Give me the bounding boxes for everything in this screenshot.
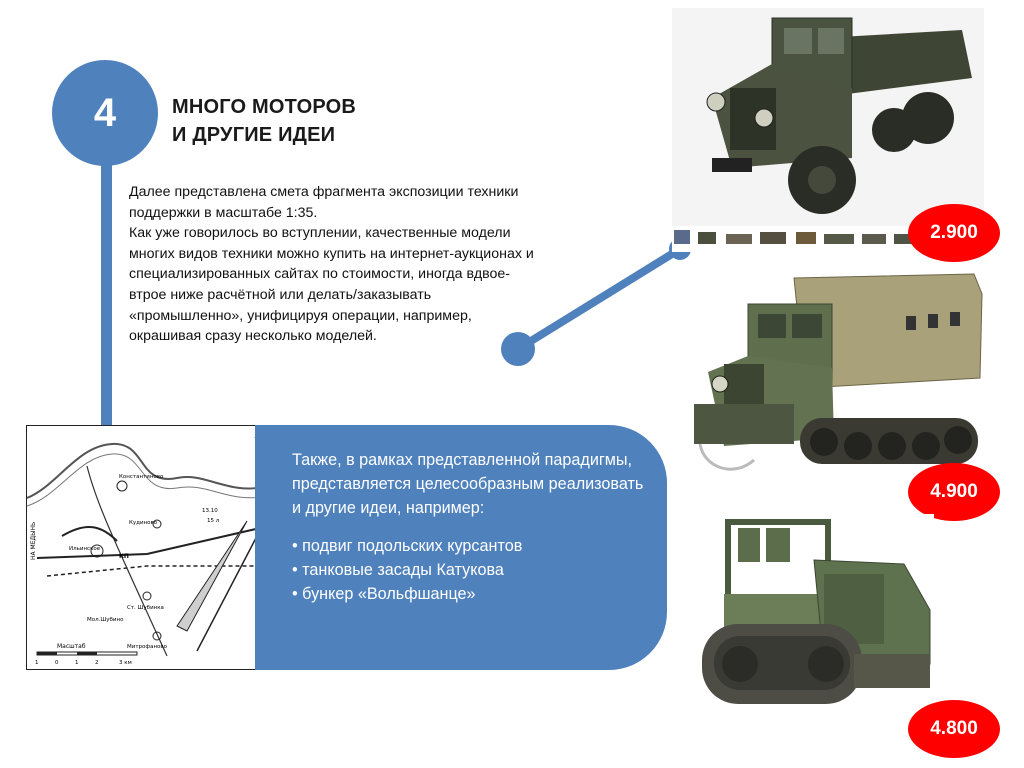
svg-text:1: 1 bbox=[75, 660, 79, 666]
svg-text:Кудиново: Кудиново bbox=[129, 520, 158, 526]
price-badge-covered-tractor: 4.900 bbox=[908, 463, 1000, 521]
open-tractor-photo bbox=[694, 514, 934, 720]
map-scale-title: Масштаб bbox=[57, 643, 86, 650]
intro-paragraph: Далее представлена смета фрагмента экспозиции техники поддержки в масштабе 1:35. Как уже говорилось во вступлении, качественные модели многих видов техники можно купить на интернет-аукционах и специализированных сайтах по стоимости, иногда вдвое- втрое ниже расчётной или делать/заказывать «промышленно», унифицируя операции, например, окрашивая сразу несколько моделей. bbox=[129, 184, 534, 345]
ideas-list bbox=[292, 534, 652, 606]
section-number-badge: 4 bbox=[52, 60, 158, 166]
map-label-medyn: НА МЕДЫНЬ bbox=[30, 521, 37, 560]
connector-start-dot bbox=[501, 332, 535, 366]
svg-text:КП: КП bbox=[119, 553, 129, 560]
price-badge-open-tractor: 4.800 bbox=[908, 700, 1000, 758]
svg-text:3 км: 3 км bbox=[119, 660, 132, 666]
svg-text:Ст. Шубинка: Ст. Шубинка bbox=[127, 605, 164, 611]
open-tractor-illustration bbox=[694, 514, 934, 720]
svg-text:15 л: 15 л bbox=[207, 518, 220, 524]
ideas-list-item: • танковые засады Катукова bbox=[292, 561, 504, 579]
svg-text:2: 2 bbox=[95, 660, 99, 666]
svg-text:Мол.Шубино: Мол.Шубино bbox=[87, 617, 124, 623]
svg-text:0: 0 bbox=[55, 660, 59, 666]
price-badge-truck: 2.900 bbox=[908, 204, 1000, 262]
ideas-intro: Также, в рамках представленной парадигмы, представляется целесообразным реализовать и другие идеи, например: bbox=[292, 451, 644, 517]
svg-text:13.10: 13.10 bbox=[202, 508, 218, 514]
svg-text:Митрофаново: Митрофаново bbox=[127, 644, 168, 650]
battle-map-drawing bbox=[27, 426, 269, 669]
battle-map bbox=[26, 425, 270, 670]
ideas-panel-text bbox=[292, 448, 652, 606]
svg-text:Константиново: Константиново bbox=[119, 474, 164, 480]
ideas-list-item: • подвиг подольских курсантов bbox=[292, 537, 523, 555]
ideas-list-item: • бункер «Вольфшанце» bbox=[292, 585, 476, 603]
page-title: МНОГО МОТОРОВ И ДРУГИЕ ИДЕИ bbox=[172, 96, 357, 146]
svg-text:1: 1 bbox=[35, 660, 39, 666]
svg-text:Ильинское: Ильинское bbox=[69, 546, 101, 552]
